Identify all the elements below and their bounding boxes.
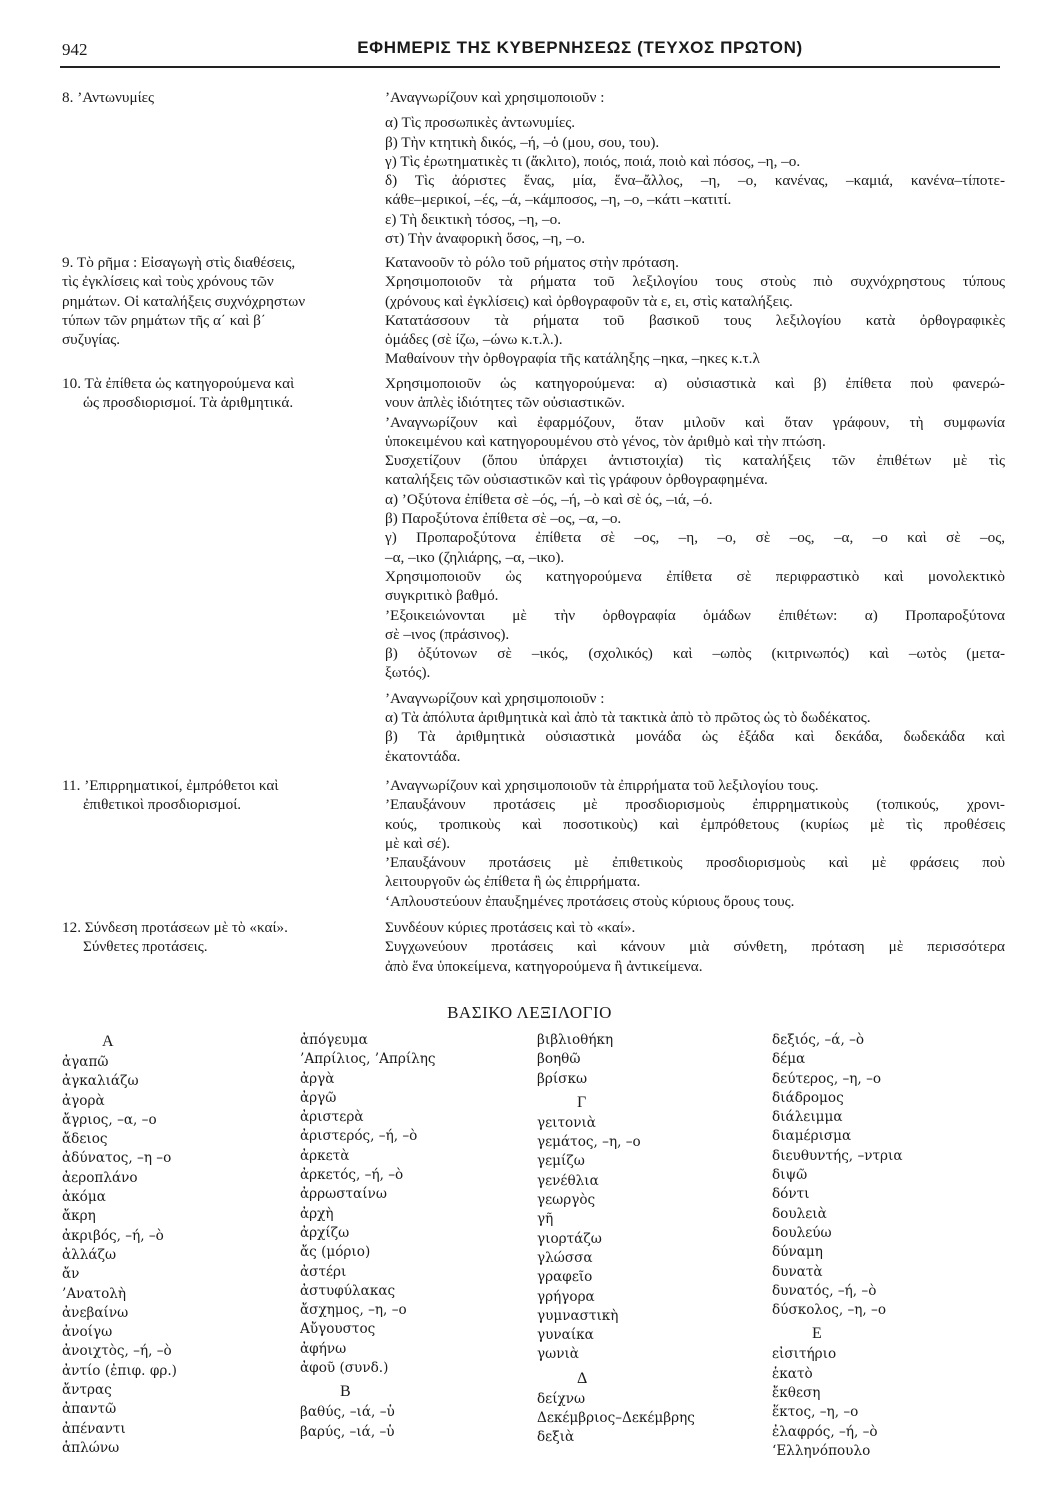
objective-line: ’Αναγνωρίζουν καὶ χρησιμοποιοῦν : [385, 89, 605, 106]
vocabulary-word: ’Ανατολὴ [62, 1285, 127, 1302]
objective-line: Χρησιμοποιοῦν ὡς κατηγορούμενα: α) οὐσιαστικὰ καὶ β) ἐπίθετα ποὺ φανερώ- [385, 375, 1005, 392]
section-objectives [385, 776, 1005, 911]
objective-line: α) ’Οξύτονα ἐπίθετα σὲ –ός, –ή, –ὸ καὶ σὲ ός, –ιά, –ό. [385, 490, 713, 508]
vocabulary-word: ἀντίο (ἐπιφ. φρ.) [62, 1362, 177, 1379]
vocabulary-word: δύσκολος, –η, –ο [772, 1302, 887, 1319]
vocabulary-word: βαθύς, –ιά, –ὑ [300, 1404, 395, 1421]
vocabulary-word: γιορτάζω [537, 1230, 602, 1247]
topic-line: 11. ’Επιρρηματικοί, ἐμπρόθετοι καὶ [62, 777, 279, 794]
vocabulary-word: ἄς (μόριο) [300, 1244, 371, 1261]
objective-line: στ) Τὴν ἀναφορικὴ ὅσος, –η, –ο. [385, 230, 586, 248]
letter-heading: Ε [812, 1325, 822, 1343]
vocabulary-word: γεμάτος, –η, –ο [537, 1134, 641, 1151]
section-objectives [385, 918, 1005, 976]
vocabulary-word: ἀστέρι [300, 1263, 347, 1280]
section-topic [62, 776, 362, 815]
objective-line: β) Παροξύτονα ἐπίθετα σὲ –ος, –α, –ο. [385, 510, 622, 528]
letter-heading: Δ [577, 1369, 588, 1387]
vocabulary-word: δεύτερος, –η, –ο [772, 1070, 882, 1087]
vocabulary-column [62, 1031, 177, 1458]
vocabulary-column [772, 1031, 903, 1461]
topic-line: ὡς προσδιορισμοί. Τὰ ἀριθμητικά. [83, 394, 294, 412]
vocabulary-word: ἕκτος, –η, –ο [772, 1404, 859, 1421]
page-number: 942 [62, 40, 88, 59]
vocabulary-word: γλώσσα [537, 1249, 593, 1266]
vocabulary-word: ἄσχημος, –η, –ο [300, 1302, 407, 1319]
vocabulary-word: γραφεῖο [537, 1269, 593, 1286]
vocabulary-word: ἄκρη [62, 1208, 96, 1225]
vocabulary-word: βαρύς, –ιά, –ὑ [300, 1423, 395, 1440]
vocabulary-word: ἀνεβαίνω [62, 1304, 129, 1321]
objective-line: ’Επαυξάνουν προτάσεις μὲ ἐπιθετικοὺς προσδιορισμοὺς καὶ μὲ φράσεις ποὺ [385, 854, 1005, 872]
objective-line: Χρησιμοποιοῦν ὡς κατηγορούμενα ἐπίθετα σὲ περιφραστικὸ καὶ μονολεκτικὸ [385, 567, 1005, 585]
vocabulary-word: ἀλλάζω [62, 1246, 117, 1263]
section-topic [62, 374, 362, 413]
objective-line: Μαθαίνουν τὴν ὀρθογραφία τῆς κατάληξης –ηκα, –ηκες κ.τ.λ [385, 350, 760, 368]
section-objectives [385, 374, 1005, 766]
vocabulary-word: γρήγορα [537, 1288, 595, 1305]
vocabulary-word: δόντι [772, 1186, 810, 1203]
objective-line: δ) Τὶς ἀόριστες ἕνας, μία, ἕνα–ἄλλος, –η, –ο, κανένας, –καμιά, κανένα–τίποτε- [385, 172, 1005, 190]
vocabulary-word: ἁπλώνω [62, 1439, 120, 1456]
letter-heading: Γ [577, 1093, 587, 1111]
vocabulary-word: ἀρκετός, –ή, –ὸ [300, 1167, 404, 1184]
vocabulary-word: ἀγαπῶ [62, 1054, 109, 1070]
page-header [0, 38, 1059, 62]
objective-line: ’Αναγνωρίζουν καὶ χρησιμοποιοῦν τὰ ἐπιρρήματα τοῦ λεξιλογίου τους. [385, 777, 819, 794]
vocabulary-word: γειτονιὰ [537, 1114, 596, 1131]
objective-line: κάθε–μερικοί, –ές, –ά, –κάμποσος, –η, –ο, –κάτι –κατιτί. [385, 191, 732, 209]
vocabulary-word: ἀριστερὰ [300, 1109, 364, 1126]
vocabulary-word: εἰσιτήριο [772, 1346, 837, 1363]
gazette-title: ΕΦΗΜΕΡΙΣ ΤΗΣ ΚΥΒΕΡΝΗΣΕΩΣ (ΤΕΥΧΟΣ ΠΡΩΤΟΝ) [357, 38, 803, 57]
vocabulary-word: βοηθῶ [537, 1051, 581, 1068]
objective-line: γ) Τὶς ἐρωτηματικὲς τι (ἄκλιτο), ποιός, ποιά, ποιὸ καὶ πόσος, –η, –ο. [385, 152, 801, 170]
objective-line: ἀπὸ ἕνα ὑποκείμενα, κατηγορούμενα ἢ ἀντικείμενα. [385, 957, 703, 975]
section-objectives [385, 88, 1005, 248]
objective-line: ξωτός). [385, 664, 431, 682]
vocabulary-word: ἀγκαλιάζω [62, 1073, 139, 1090]
vocabulary-word: ἀνοίγω [62, 1324, 113, 1341]
objective-line: καταλήξεις τῶν οὐσιαστικῶν καὶ τὶς γράφουν ὀρθογραφημένα. [385, 471, 768, 489]
objective-line: ‘Απλουστεύουν ἐπαυξημένες προτάσεις στοὺς κύριους ὅρους τους. [385, 892, 795, 910]
vocabulary-word: βρίσκω [537, 1070, 588, 1087]
vocabulary-word: δυνατὰ [772, 1263, 823, 1280]
vocabulary-word: ἔκθεση [772, 1385, 821, 1402]
objective-line: –α, –ικο (ζηλιάρης, –α, –ικο). [385, 548, 565, 566]
vocabulary-word: ἀεροπλάνο [62, 1169, 138, 1186]
vocabulary-word: γεωργὸς [537, 1192, 596, 1209]
objective-line: σὲ –ινος (πράσινος). [385, 625, 510, 643]
vocabulary-word: ἀκριβός, –ή, –ὸ [62, 1227, 164, 1244]
vocabulary-word: ἄγριος, –α, –ο [62, 1111, 157, 1128]
objective-line: Κατατάσσουν τὰ ρήματα τοῦ βασικοῦ τους λεξιλογίου κατὰ ὀρθογραφικὲς [385, 311, 1005, 329]
vocabulary-word: γυναίκα [537, 1327, 594, 1344]
topic-line: 9. Τὸ ρῆμα : Εἰσαγωγὴ στὶς διαθέσεις, [62, 254, 296, 271]
vocabulary-word: ἀφήνω [300, 1340, 347, 1357]
vocabulary-word: ἀρχὴ [300, 1205, 334, 1222]
topic-line: ἐπιθετικοὶ προσδιορισμοί. [83, 796, 242, 814]
objective-line: β) ὀξύτονων σὲ –ικός, (σχολικός) καὶ –ωπὸς (κιτρινωπός) καὶ –ωτὸς (μετα- [385, 645, 1005, 663]
vocabulary-word: γεμίζω [537, 1153, 585, 1170]
objective-line: ’Επαυξάνουν προτάσεις μὲ προσδιορισμοὺς ἐπιρρηματικοὺς (τοπικούς, χρονι- [385, 796, 1005, 814]
topic-line: 8. ’Αντωνυμίες [62, 89, 155, 106]
vocabulary-word: ἀργῶ [300, 1089, 337, 1106]
vocabulary-word: ἐλαφρός, –ή, –ὸ [772, 1423, 878, 1440]
vocabulary-word: ἀργὰ [300, 1070, 335, 1087]
topic-line: τὶς ἐγκλίσεις καὶ τοὺς χρόνους τῶν [62, 273, 274, 291]
vocabulary-word: δέμα [772, 1051, 806, 1068]
objective-line: Χρησιμοποιοῦν τὰ ρήματα τοῦ λεξιλογίου τους στοὺς πιὸ συχνόχρηστους τύπους [385, 273, 1005, 291]
section-topic [62, 918, 362, 957]
vocabulary-word: ἀρχίζω [300, 1224, 350, 1241]
objective-line: γ) Προπαροξύτονα ἐπίθετα σὲ –ος, –η, –ο, σὲ –ος, –α, –ο καὶ σὲ –ος, [385, 529, 1005, 547]
objective-line: λειτουργοῦν ὡς ἐπίθετα ἢ ὡς ἐπιρρήματα. [385, 873, 641, 891]
vocabulary-word: ἀκόμα [62, 1189, 106, 1206]
vocabulary-word: δεξιός, –ά, –ὸ [772, 1032, 865, 1048]
objective-line: ε) Τὴ δεικτικὴ τόσος, –η, –ο. [385, 210, 562, 228]
vocabulary-word: Δεκέμβριος–Δεκέμβρης [537, 1410, 695, 1427]
vocabulary-word: ἀστυφύλακας [300, 1282, 396, 1299]
vocabulary-word: διαμέρισμα [772, 1128, 852, 1145]
vocabulary-word: ’Απρίλιος, ’Απρίλης [300, 1051, 436, 1068]
vocabulary-word: ἀρρωσταίνω [300, 1186, 387, 1203]
objective-line: α) Τὶς προσωπικὲς ἀντωνυμίες. [385, 114, 576, 132]
vocabulary-word: δύναμη [772, 1244, 823, 1261]
vocabulary-word: δουλεύω [772, 1224, 832, 1241]
vocabulary-word: γυμναστικὴ [537, 1307, 619, 1324]
letter-heading: Β [340, 1383, 351, 1401]
vocabulary-word: διάδρομος [772, 1089, 844, 1106]
vocabulary-word: ἀγορὰ [62, 1092, 105, 1109]
topic-line: τύπων τῶν ρημάτων τῆς α΄ καὶ β΄ [62, 311, 266, 329]
header-rule [60, 66, 1000, 68]
vocabulary-column [300, 1031, 436, 1442]
vocabulary-title: ΒΑΣΙΚΟ ΛΕΞΙΛΟΓΙΟ [447, 1003, 612, 1022]
vocabulary-word: γωνιὰ [537, 1346, 579, 1363]
vocabulary-word: ἄν [62, 1266, 80, 1283]
objective-line: ὁμάδες (σὲ ίζω, –ώνω κ.τ.λ.). [385, 331, 563, 349]
vocabulary-word: ἄδειος [62, 1131, 108, 1148]
vocabulary-word: βιβλιοθήκη [537, 1032, 614, 1048]
topic-line: Σύνθετες προτάσεις. [83, 938, 208, 956]
vocabulary-word: ἀπαντῶ [62, 1401, 117, 1418]
topic-line: 10. Τὰ ἐπίθετα ὡς κατηγορούμενα καὶ [62, 375, 295, 392]
vocabulary-word: ‘Ελληνόπουλο [772, 1442, 871, 1459]
section-topic [62, 88, 362, 107]
vocabulary-word: δουλειὰ [772, 1205, 827, 1222]
objective-line: μὲ καὶ σέ). [385, 834, 451, 852]
objective-line: Συσχετίζουν (ὅπου ὑπάρχει ἀντιστοιχία) τὶς καταλήξεις τῶν ἐπιθέτων μὲ τὶς [385, 452, 1005, 470]
vocabulary-word: ἄντρας [62, 1382, 112, 1399]
vocabulary-word: Αὔγουστος [300, 1321, 376, 1338]
topic-line: ρημάτων. Οἱ καταλήξεις συχνόχρηστων [62, 292, 306, 310]
objective-line: β) Τὴν κτητικὴ δικός, –ή, –ὁ (μου, σου, του). [385, 133, 660, 151]
objective-line: (χρόνους καὶ ἐγκλίσεις) καὶ ὀρθογραφοῦν τὰ ε, ει, στὶς καταλήξεις. [385, 292, 793, 310]
section-topic [62, 253, 362, 349]
vocabulary-word: γῆ [537, 1211, 554, 1228]
topic-line: 12. Σύνδεση προτάσεων μὲ τὸ «καί». [62, 919, 288, 936]
vocabulary-word: ἀρκετὰ [300, 1147, 350, 1164]
vocabulary-word: ἑκατὸ [772, 1365, 813, 1382]
objective-line: α) Τὰ ἀπόλυτα ἀριθμητικὰ καὶ ἀπὸ τὰ τακτικὰ ἀπὸ τὸ πρῶτος ὡς τὸ δωδέκατος. [385, 709, 871, 727]
objective-line: νουν ἁπλὲς ἰδιότητες τῶν οὐσιαστικῶν. [385, 394, 625, 412]
objective-line: ἑκατοντάδα. [385, 747, 461, 765]
objective-line: Συγχωνεύουν προτάσεις καὶ κάνουν μιὰ σύνθετη, πρόταση μὲ περισσότερα [385, 938, 1005, 956]
vocabulary-word: ἀδύνατος, –η –ο [62, 1150, 172, 1167]
vocabulary-word: ἀπόγευμα [300, 1032, 368, 1048]
objective-line: ’Εξοικειώνονται μὲ τὴν ὀρθογραφία ὁμάδων ἐπιθέτων: α) Προπαροξύτονα [385, 606, 1005, 624]
objective-line: ’Αναγνωρίζουν καὶ χρησιμοποιοῦν : [385, 689, 605, 707]
objective-line: Κατανοοῦν τὸ ρόλο τοῦ ρήματος στὴν πρόταση. [385, 254, 679, 271]
topic-line: συζυγίας. [62, 331, 121, 349]
objective-line: β) Τὰ ἀριθμητικὰ οὐσιαστικὰ μονάδα ὡς ἑξάδα καὶ δεκάδα, δωδεκάδα καὶ [385, 728, 1005, 746]
vocabulary-word: δεξιὰ [537, 1429, 575, 1446]
vocabulary-word: ἀφοῦ (συνδ.) [300, 1360, 389, 1377]
vocabulary-word: ἀνοιχτὸς, –ή, –ὸ [62, 1343, 172, 1360]
objective-line: ’Αναγνωρίζουν καὶ ἐφαρμόζουν, ὅταν μιλοῦν καὶ ὅταν γράφουν, τὴ συμφωνία [385, 413, 1005, 431]
objective-line: Συνδέουν κύριες προτάσεις καὶ τὸ «καί». [385, 919, 636, 936]
letter-heading: Α [102, 1033, 114, 1050]
vocabulary-word: δείχνω [537, 1390, 586, 1407]
section-objectives [385, 253, 1005, 369]
vocabulary-word: διάλειμμα [772, 1109, 843, 1126]
vocabulary-word: διψῶ [772, 1167, 808, 1184]
objective-line: κούς, τροπικοὺς καὶ ποσοτικοὺς) καὶ ἐμπρόθετους (κυρίως μὲ τὶς προθέσεις [385, 815, 1005, 833]
vocabulary-column [537, 1031, 695, 1448]
vocabulary-word: γενέθλια [537, 1172, 599, 1189]
objective-line: συγκριτικὸ βαθμό. [385, 587, 499, 605]
vocabulary-word: ἀπέναντι [62, 1420, 126, 1437]
objective-line: ὑποκειμένου καὶ κατηγορουμένου στὸ γένος, τὸν ἀριθμὸ καὶ τὴν πτώση. [385, 432, 826, 450]
vocabulary-word: δυνατός, –ή, –ὸ [772, 1282, 877, 1299]
vocabulary-word: διευθυντής, –ντρια [772, 1147, 903, 1164]
vocabulary-word: ἀριστερός, –ή, –ὸ [300, 1128, 418, 1145]
